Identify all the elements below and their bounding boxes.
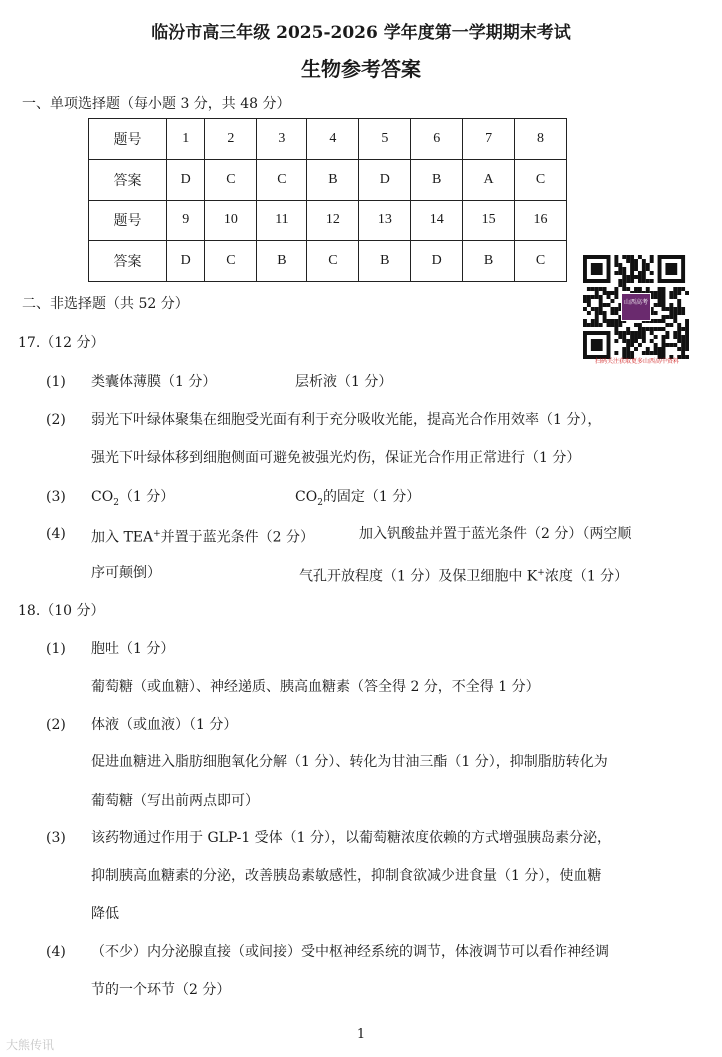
table-cell: C	[307, 241, 359, 282]
q18-p4-line1: （不少）内分泌腺直接（或间接）受中枢神经系统的调节，体液调节可以看作神经调	[91, 944, 609, 960]
table-row	[89, 200, 567, 241]
table-row	[89, 119, 567, 160]
q17-p4-line2a: 序可颠倒）	[91, 565, 161, 581]
table-cell: 12	[307, 200, 359, 241]
table-cell: D	[359, 159, 411, 200]
q18-p3-number: (3)	[46, 830, 66, 846]
qr-logo: 山西高考	[621, 293, 651, 321]
row-header-cell: 题号	[89, 200, 167, 241]
q17-p2-line1: 弱光下叶绿体聚集在细胞受光面有利于充分吸收光能，提高光合作用效率（1 分），	[91, 412, 602, 428]
answer-table	[88, 118, 567, 282]
q18-title: 18.（10 分）	[18, 603, 105, 619]
exam-title: 临汾市高三年级 2025-2026 学年度第一学期期末考试	[151, 23, 571, 43]
q18-p2-line2: 促进血糖进入脂肪细胞氧化分解（1 分）、转化为甘油三酯（1 分），抑制脂肪转化为	[91, 754, 608, 770]
table-cell: A	[463, 159, 515, 200]
q17-p1-answer-b: 层析液（1 分）	[295, 374, 393, 390]
table-cell: 15	[463, 200, 515, 241]
q17-p2-line2: 强光下叶绿体移到细胞侧面可避免被强光灼伤，保证光合作用正常进行（1 分）	[91, 450, 581, 466]
q17-p4-answer-a: 加入 TEA+并置于蓝光条件（2 分）	[91, 529, 315, 546]
table-cell: B	[463, 241, 515, 282]
q17-p4-line2b: 气孔开放程度（1 分）及保卫细胞中 K+浓度（1 分）	[299, 568, 629, 585]
table-cell: C	[205, 159, 257, 200]
table-cell: 10	[205, 200, 257, 241]
q17-p4-number: (4)	[46, 526, 66, 542]
section1-heading: 一、单项选择题（每小题 3 分，共 48 分）	[22, 96, 291, 112]
row-header-cell: 答案	[89, 159, 167, 200]
q17-p4-answer-b: 加入钒酸盐并置于蓝光条件（2 分）（两空顺	[359, 526, 632, 542]
table-cell: C	[515, 159, 567, 200]
table-cell: 11	[257, 200, 307, 241]
page-number: 1	[356, 1027, 366, 1042]
table-cell: 14	[411, 200, 463, 241]
q17-p1-answer-a: 类囊体薄膜（1 分）	[91, 374, 217, 390]
table-cell: 3	[257, 119, 307, 160]
q18-p1-line2: 葡萄糖（或血糖）、神经递质、胰高血糖素（答全得 2 分，不全得 1 分）	[91, 679, 540, 695]
table-cell: B	[359, 241, 411, 282]
table-cell: D	[167, 241, 205, 282]
table-cell: C	[205, 241, 257, 282]
table-cell: 2	[205, 119, 257, 160]
table-cell: B	[307, 159, 359, 200]
table-cell: 4	[307, 119, 359, 160]
table-cell: 5	[359, 119, 411, 160]
q18-p1-number: (1)	[46, 641, 66, 657]
q18-p2-number: (2)	[46, 717, 66, 733]
table-cell: D	[411, 241, 463, 282]
q17-p3-answer-a: $CO_2(1$ 分）	[91, 489, 175, 508]
table-cell: 13	[359, 200, 411, 241]
watermark: 大熊传讯	[6, 1038, 55, 1052]
table-cell: 9	[167, 200, 205, 241]
qr-caption: 扫码关注获取更多山西高中资料	[594, 358, 679, 365]
table-cell: C	[257, 159, 307, 200]
q18-p4-line2: 节的一个环节（2 分）	[91, 982, 231, 998]
table-cell: 7	[463, 119, 515, 160]
q18-p2-line1: 体液（或血液）（1 分）	[91, 717, 238, 733]
table-cell: 1	[167, 119, 205, 160]
section2-heading: 二、非选择题（共 52 分）	[22, 296, 189, 312]
row-header-cell: 题号	[89, 119, 167, 160]
table-cell: D	[167, 159, 205, 200]
table-cell: 6	[411, 119, 463, 160]
q17-p2-number: (2)	[46, 412, 66, 428]
q18-p1-line1: 胞吐（1 分）	[91, 641, 175, 657]
table-cell: C	[515, 241, 567, 282]
q18-p3-line3: 降低	[91, 906, 119, 922]
table-row	[89, 241, 567, 282]
page-title: 生物参考答案	[301, 57, 421, 81]
q17-p3-answer-b: $CO_2$的固定（1 分）	[295, 489, 421, 508]
q17-p3-number: (3)	[46, 489, 66, 505]
table-cell: B	[257, 241, 307, 282]
q18-p2-line3: 葡萄糖（写出前两点即可）	[91, 793, 259, 809]
q17-p1-number: (1)	[46, 374, 66, 390]
table-cell: B	[411, 159, 463, 200]
q17-title: 17.（12 分）	[18, 335, 105, 351]
table-cell: 8	[515, 119, 567, 160]
q18-p3-line2: 抑制胰高血糖素的分泌，改善胰岛素敏感性，抑制食欲减少进食量（1 分），使血糖	[91, 868, 602, 884]
row-header-cell: 答案	[89, 241, 167, 282]
q18-p4-number: (4)	[46, 944, 66, 960]
table-cell: 16	[515, 200, 567, 241]
q18-p3-line1: 该药物通过作用于 GLP-1 受体（1 分），以葡萄糖浓度依赖的方式增强胰岛素分泌，	[91, 830, 612, 846]
table-row	[89, 159, 567, 200]
